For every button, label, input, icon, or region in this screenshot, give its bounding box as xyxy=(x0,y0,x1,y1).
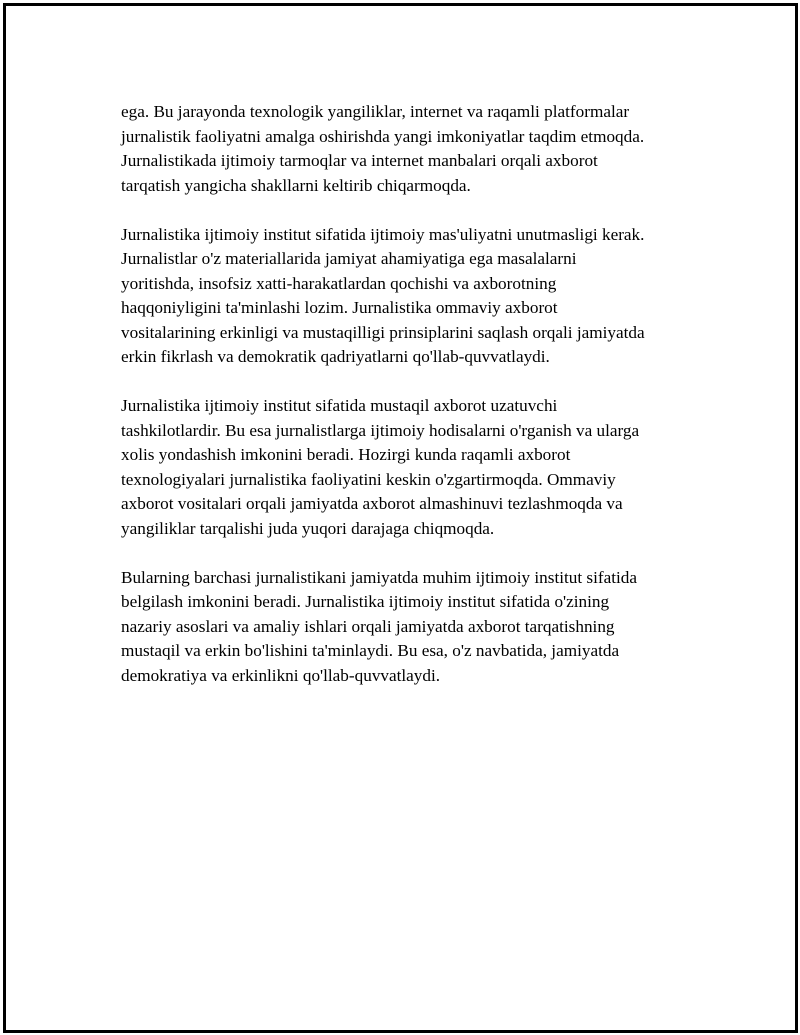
paragraph-line: xolis yondashish imkonini beradi. Hozirgi kunda raqamli axborot xyxy=(121,445,571,464)
paragraph-line: texnologiyalari jurnalistika faoliyatini keskin o'zgartirmoqda. Ommaviy xyxy=(121,469,616,489)
paragraph-line: tarqatish yangicha shakllarni keltirib chiqarmoqda. xyxy=(121,175,471,195)
paragraph-line: vositalarining erkinligi va mustaqilligi prinsiplarini saqlash orqali jamiyatda xyxy=(121,322,645,342)
paragraph-line: yoritishda, insofsiz xatti-harakatlardan qochishi va axborotning xyxy=(121,273,557,293)
paragraph-line: Bularning barchasi jurnalistikani jamiyatda muhim ijtimoiy institut sifatida xyxy=(121,567,638,587)
paragraph-line: jurnalistik faoliyatni amalga oshirishda yangi imkoniyatlar taqdim etmoqda. xyxy=(121,126,645,146)
paragraph-line: axborot vositalari orqali jamiyatda axborot almashinuvi tezlashmoqda va xyxy=(121,494,623,513)
paragraph-3 xyxy=(121,394,696,541)
paragraph-line: haqqoniyligini ta'minlashi lozim. Jurnalistika ommaviy axborot xyxy=(121,298,558,317)
paragraph-line: Jurnalistikada ijtimoiy tarmoqlar va internet manbalari orqali axborot xyxy=(121,151,598,170)
paragraph-line: nazariy asoslari va amaliy ishlari orqali jamiyatda axborot tarqatishning xyxy=(121,616,615,636)
paragraph-line: mustaqil va erkin bo'lishini ta'minlaydi. Bu esa, o'z navbatida, jamiyatda xyxy=(121,641,620,660)
paragraph-line: demokratiya va erkinlikni qo'llab-quvvatlaydi. xyxy=(121,665,441,685)
document-body xyxy=(121,100,696,713)
paragraph-line: erkin fikrlash va demokratik qadriyatlarni qo'llab-quvvatlaydi. xyxy=(121,347,550,366)
paragraph-line: yangiliklar tarqalishi juda yuqori darajaga chiqmoqda. xyxy=(121,518,495,538)
paragraph-4 xyxy=(121,566,696,689)
paragraph-line: belgilash imkonini beradi. Jurnalistika ijtimoiy institut sifatida o'zining xyxy=(121,592,610,611)
page-border xyxy=(3,3,798,1033)
paragraph-line: tashkilotlardir. Bu esa jurnalistlarga ijtimoiy hodisalarni o'rganish va ularga xyxy=(121,420,640,440)
paragraph-2 xyxy=(121,223,696,370)
paragraph-line: ega. Bu jarayonda texnologik yangiliklar, internet va raqamli platformalar xyxy=(121,102,630,121)
paragraph-line: Jurnalistlar o'z materiallarida jamiyat ahamiyatiga ega masalalarni xyxy=(121,249,577,268)
paragraph-line: Jurnalistika ijtimoiy institut sifatida mustaqil axborot uzatuvchi xyxy=(121,396,558,415)
paragraph-line: Jurnalistika ijtimoiy institut sifatida ijtimoiy mas'uliyatni unutmasligi kerak. xyxy=(121,224,645,244)
paragraph-1 xyxy=(121,100,696,198)
